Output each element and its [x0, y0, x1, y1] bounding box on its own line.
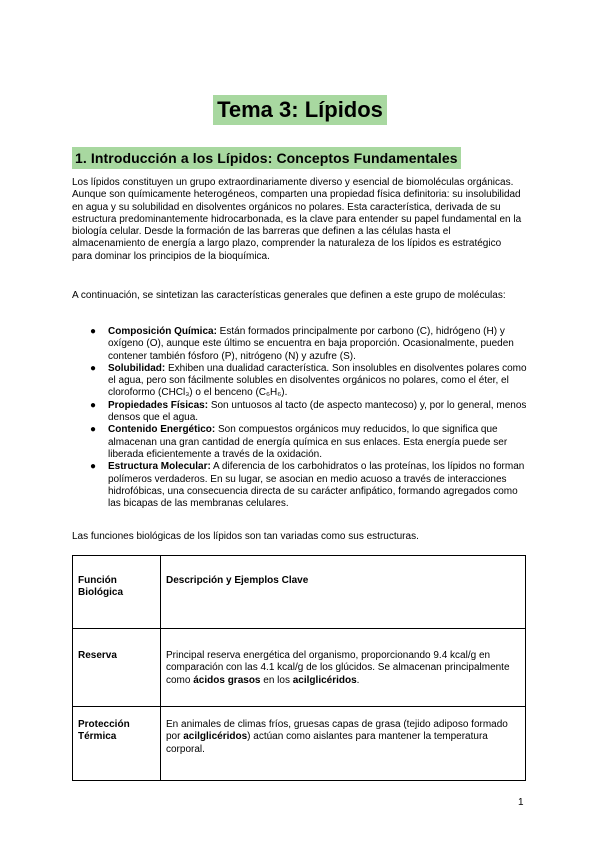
characteristics-list: [90, 326, 530, 510]
page-title: Tema 3: Lípidos: [213, 95, 387, 125]
section-heading: 1. Introducción a los Lípidos: Conceptos Fundamentales: [72, 147, 461, 169]
list-item-text: Son compuestos orgánicos muy reducidos, lo que significa que almacenan una gran cantidad de energía química en sus enlaces. Esta energía puede ser liberada eficientemente a través de la oxidación.: [108, 424, 508, 460]
desc-term: acilglicéridos: [292, 674, 357, 686]
list-item: [90, 363, 530, 400]
table-header-row: [73, 556, 526, 629]
list-item-term: Composición Química:: [108, 326, 217, 337]
function-name: Reserva: [73, 629, 161, 707]
list-item-text: Son untuosos al tacto (de aspecto mantecoso) y, por lo general, menos densos que el agua.: [108, 399, 527, 424]
bullet-icon: ●: [90, 362, 97, 374]
function-name: Protección Térmica: [73, 707, 161, 781]
table-intro: Las funciones biológicas de los lípidos son tan variadas como sus estructuras.: [72, 531, 419, 542]
list-item: [90, 400, 530, 425]
desc-text: En animales de climas fríos, gruesas capas de grasa (tejido adiposo formado por: [166, 719, 508, 743]
desc-text: ) actúan como aislantes para mantener la temperatura corporal.: [166, 731, 488, 755]
desc-text: Principal reserva energética del organismo, proporcionando 9.4 kcal/g en comparación con las 4.1 kcal/g de los glúcidos. Se almacenan principalmente como: [166, 650, 510, 686]
list-item: [90, 461, 530, 510]
title-wrapper: [0, 95, 600, 125]
list-item-term: Solubilidad:: [108, 362, 166, 374]
page-number: 1: [518, 797, 524, 808]
table-row: [73, 707, 526, 781]
list-item-text: A diferencia de los carbohidratos o las proteínas, los lípidos no forman polímeros verdaderos. En su lugar, se asocian en medio acuoso a través de interacciones hidrofóbicas, una consecuencia directa de su carácter anfipático, formando agregados como las bicapas de las membranas celulares.: [108, 461, 525, 510]
table-row: [73, 629, 526, 707]
bullet-icon: ●: [90, 461, 97, 473]
lead-paragraph: A continuación, se sintetizan las características generales que definen a este grupo de moléculas:: [72, 290, 506, 301]
desc-term: acilglicéridos: [183, 731, 248, 743]
intro-paragraph: Los lípidos constituyen un grupo extraordinariamente diverso y esencial de biomoléculas orgánicas. Aunque son químicamente heterogéneos, comparten una propiedad física definitoria: su insolubilidad en agua y su solubilidad en disolventes orgánicos no polares. Esta característica, derivada de su estructura predominantemente hidrocarbonada, es la clave para entender su papel fundamental en la biología celular. Desde la formación de las barreras que definen a las células hasta el almacenamiento de energía a largo plazo, comprender la naturaleza de los lípidos es estratégico para dominar los principios de la bioquímica.: [72, 177, 522, 262]
list-item-term: Estructura Molecular:: [108, 461, 211, 473]
list-item: [90, 424, 530, 461]
bullet-icon: ●: [90, 424, 97, 436]
list-item: [90, 326, 530, 363]
bullet-icon: ●: [90, 326, 97, 337]
list-item-text: Están formados principalmente por carbono (C), hidrógeno (H) y oxígeno (O), aunque este último se encuentra en baja proporción. Ocasionalmente, pueden contener también fósforo (P), nitrógeno (N) y azufre (S).: [108, 326, 514, 362]
desc-text: .: [356, 674, 360, 686]
column-header-function: Función Biológica: [73, 556, 161, 629]
list-item-text: Exhiben una dualidad característica. Son insolubles en disolventes polares como el agua, pero son fácilmente solubles en disolventes orgánicos no polares, como el éter, el cloroformo (CHCl₃) o el benceno (C₆H₆).: [108, 362, 527, 399]
column-header-description: Descripción y Ejemplos Clave: [161, 556, 526, 629]
function-description: [161, 629, 526, 707]
desc-term: ácidos grasos: [193, 674, 261, 686]
list-item-term: Propiedades Físicas:: [108, 399, 209, 411]
bullet-icon: ●: [90, 399, 97, 411]
function-description: [161, 707, 526, 781]
desc-text: en los: [260, 674, 293, 686]
functions-table: [72, 555, 526, 781]
list-item-term: Contenido Energético:: [108, 424, 216, 436]
